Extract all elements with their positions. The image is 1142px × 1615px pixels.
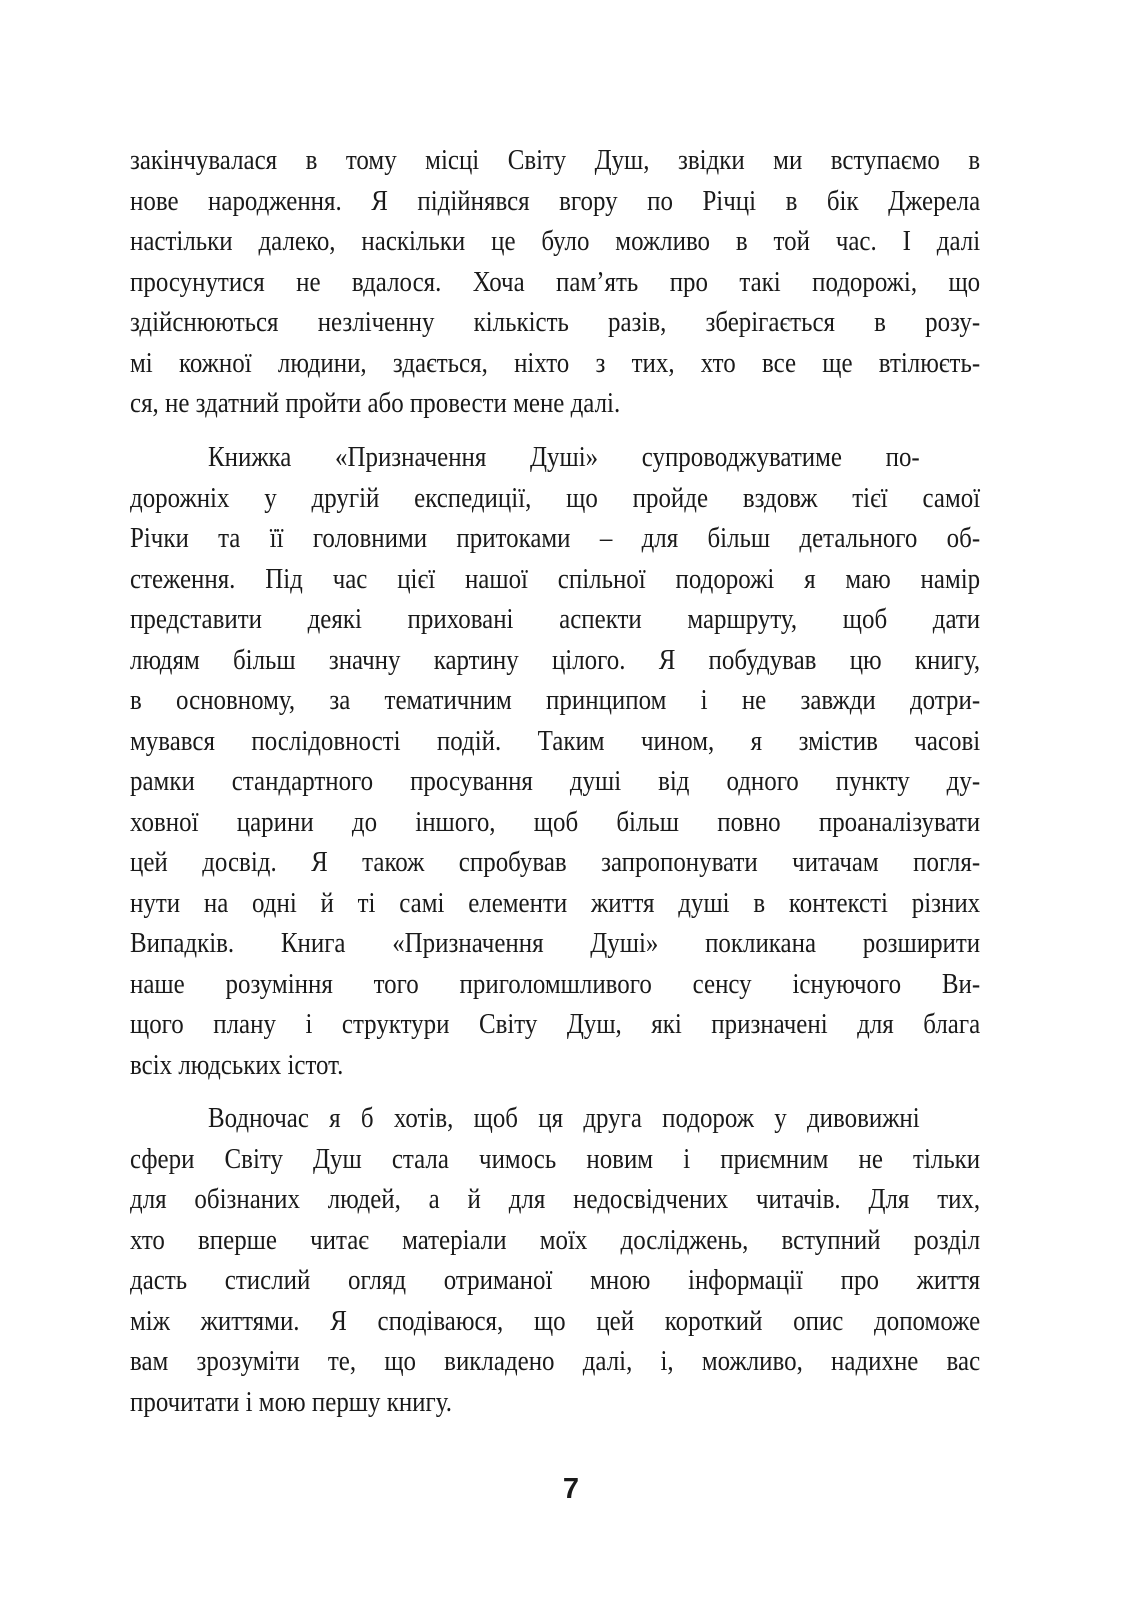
text-line: просунутися не вдалося. Хоча пам’ять про такі подорожі, що (130, 265, 981, 298)
text-line: мувався послідовності подій. Таким чином, я змістив часові (130, 724, 981, 757)
text-line: нути на одні й ті самі елементи життя душі в контексті різних (130, 886, 981, 919)
text-line: ся, не здатний пройти або провести мене далі. (130, 387, 621, 419)
text-line: щого плану і структури Світу Душ, які призначені для блага (130, 1008, 981, 1040)
text-line: дорожніх у другій експедиції, що пройде вздовж тієї самої (130, 481, 981, 514)
text-line: нове народження. Я підійнявся вгору по Річці в бік Джерела (130, 184, 981, 217)
text-line: наше розуміння того приголомшливого сенсу існуючого Ви- (130, 967, 981, 1000)
text-line: сфери Світу Душ стала чимось новим і приємним не тільки (130, 1142, 981, 1175)
text-line: представити деякі приховані аспекти маршруту, щоб дати (130, 603, 981, 635)
text-line: Книжка «Призначення Душі» супроводжуватиме по- (208, 441, 920, 473)
text-line: цей досвід. Я також спробував запропонувати читачам погля- (130, 846, 981, 878)
text-line: настільки далеко, наскільки це було можливо в той час. І далі (130, 225, 981, 257)
text-line: Випадків. Книга «Призначення Душі» покликана розширити (130, 927, 981, 959)
text-line: рамки стандартного просування душі від одного пункту ду- (130, 765, 981, 797)
text-line: ховної царини до іншого, щоб більш повно проаналізувати (130, 805, 981, 838)
text-line: між життями. Я сподіваюся, що цей короткий опис допоможе (130, 1304, 981, 1337)
text-line: Водночас я б хотів, щоб ця друга подорож у дивовижні (208, 1102, 920, 1134)
text-line: всіх людських істот. (130, 1048, 344, 1081)
text-line: мі кожної людини, здається, ніхто з тих, хто все ще втілюєть- (130, 346, 981, 379)
paragraph-1 (130, 140, 980, 424)
text-line: вам зрозуміти те, що викладено далі, і, можливо, надихне вас (130, 1345, 981, 1377)
text-line: закінчувалася в тому місці Світу Душ, звідки ми вступаємо в (130, 144, 981, 176)
paragraph-2 (130, 437, 980, 1085)
page-number: 7 (562, 1473, 580, 1505)
text-line: здійснюються незліченну кількість разів, зберігається в розу- (130, 306, 981, 338)
text-line: Річки та її головними притоками – для більш детального об- (130, 522, 981, 554)
text-line: для обізнаних людей, а й для недосвідчених читачів. Для тих, (130, 1183, 981, 1215)
text-line: людям більш значну картину цілого. Я побудував цю книгу, (130, 643, 981, 676)
text-line: хто вперше читає матеріали моїх досліджень, вступний розділ (130, 1223, 981, 1256)
text-line: в основному, за тематичним принципом і не завжди дотри- (130, 684, 981, 716)
paragraph-3 (130, 1098, 980, 1422)
text-line: стеження. Під час цієї нашої спільної подорожі я маю намір (130, 562, 981, 595)
text-line: прочитати і мою першу книгу. (130, 1385, 452, 1418)
text-line: дасть стислий огляд отриманої мною інформації про життя (130, 1264, 981, 1296)
